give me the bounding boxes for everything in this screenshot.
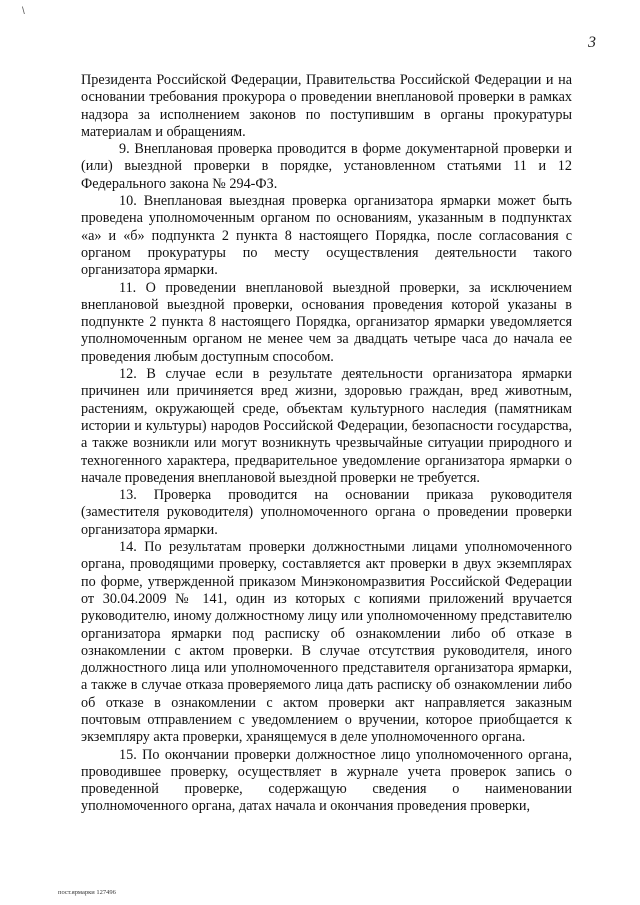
paragraph-continuation: Президента Российской Федерации, Правительства Российской Федерации и на основании требования прокурора о проведении внеплановой проверки в рамках надзора за исполнением законов по поступившим в органы прокуратуры материалам и обращениям. <box>81 72 572 140</box>
paragraph-12: 12. В случае если в результате деятельности организатора ярмарки причинен или причиняется вред жизни, здоровью граждан, вред животным, растениям, окружающей среде, объектам культурного наследия (памятникам истории и культуры) народов Российской Федерации, безопасности государства, а также возникли или могут возникнуть чрезвычайные ситуации природного и техногенного характера, предварительное уведомление организатора ярмарки о начале проведения внеплановой выездной проверки не требуется. <box>81 366 572 486</box>
page-number: 3 <box>588 34 596 51</box>
paragraph-9: 9. Внеплановая проверка проводится в форме документарной проверки и (или) выездной проверки в порядке, установленном статьями 11 и 12 Федерального закона № 294-ФЗ. <box>81 141 572 192</box>
document-body <box>81 72 572 816</box>
paragraph-13: 13. Проверка проводится на основании приказа руководителя (заместителя руководителя) уполномоченного органа о проведении проверки организатора ярмарки. <box>81 487 572 538</box>
footer-file-code: пост.ярмарки 127496 <box>58 889 116 896</box>
paragraph-14: 14. По результатам проверки должностными лицами уполномоченного органа, проводящими проверку, составляется акт проверки в двух экземплярах по форме, утвержденной приказом Минэкономразвития Российской Федерации от 30.04.2009 № 141, один из которых с копиями приложений вручается руководителю, иному должностному лицу или уполномоченному представителю организатора ярмарки под расписку об ознакомлении либо об отказе в ознакомлении с актом проверки. В случае отсутствия руководителя, иного должностного лица или уполномоченного представителя организатора ярмарки, а также в случае отказа проверяемого лица дать расписку об ознакомлении либо об отказе в ознакомлении с актом проверки акт направляется заказным почтовым отправлением с уведомлением о вручении, которое приобщается к экземпляру акта проверки, хранящемуся в деле уполномоченного органа. <box>81 539 572 746</box>
paragraph-10: 10. Внеплановая выездная проверка организатора ярмарки может быть проведена уполномоченным органом по основаниям, указанным в подпунктах «а» и «б» подпункта 2 пункта 8 настоящего Порядка, после согласования с органом прокуратуры по месту осуществления деятельности такого организатора ярмарки. <box>81 193 572 279</box>
corner-mark: \ <box>22 6 25 17</box>
paragraph-15: 15. По окончании проверки должностное лицо уполномоченного органа, проводившее проверку, осуществляет в журнале учета проверок запись о проведенной проверке, содержащую сведения о наименовании уполномоченного органа, датах начала и окончания проведения проверки, <box>81 746 572 815</box>
paragraph-11: 11. О проведении внеплановой выездной проверки, за исключением внеплановой выездной проверки, основания проведения которой указаны в подпункте 2 пункта 8 настоящего Порядка, организатор ярмарки уведомляется уполномоченным органом не менее чем за двадцать четыре часа до начала ее проведения любым доступным способом. <box>81 279 572 365</box>
